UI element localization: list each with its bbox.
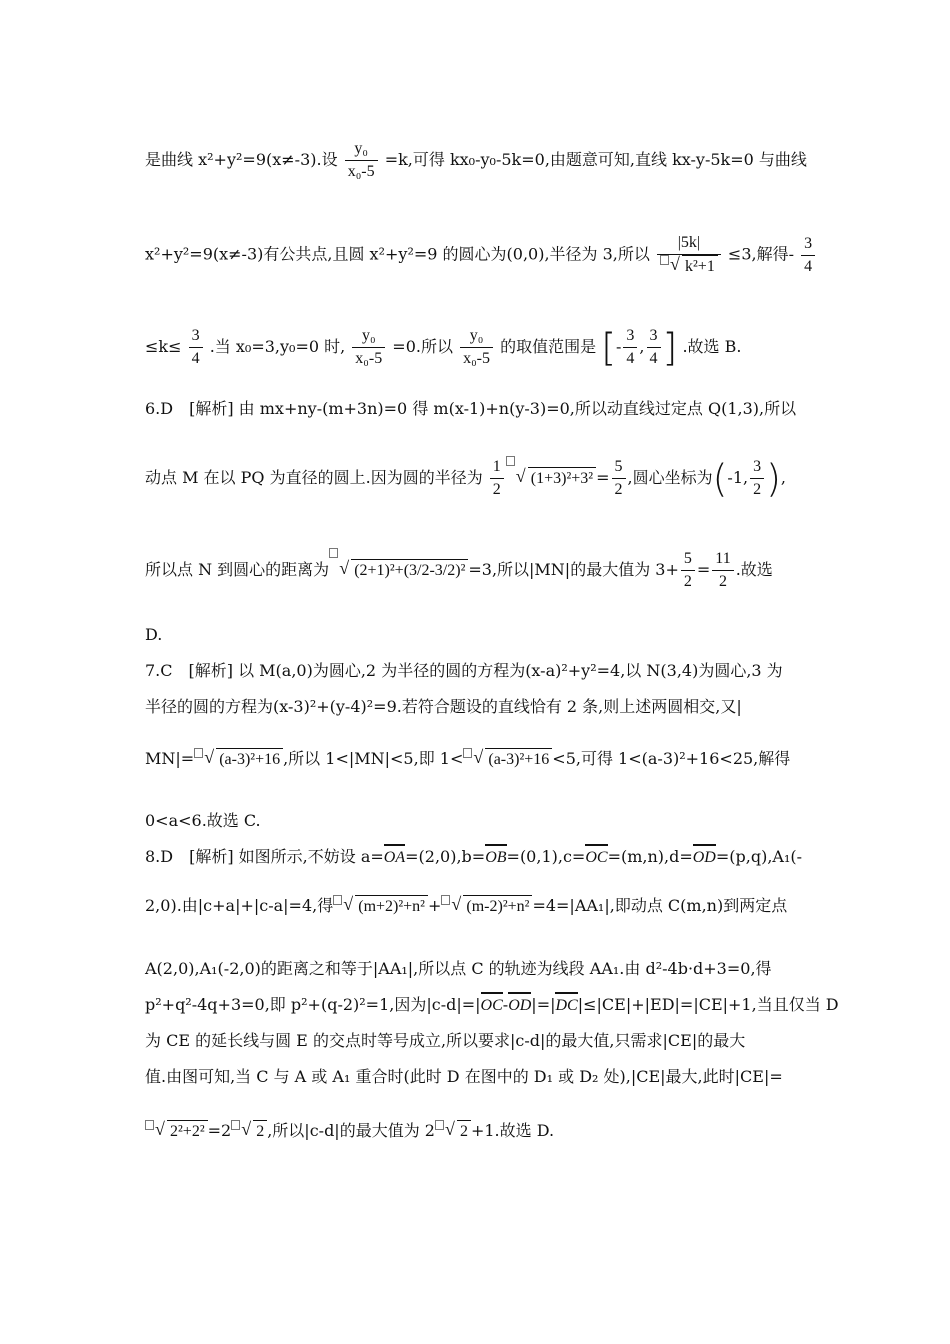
text: ,圆心坐标为 <box>627 468 713 487</box>
text: .故选 <box>735 560 773 579</box>
text: , <box>639 337 645 356</box>
placeholder-box-icon <box>435 1120 444 1130</box>
text: 8.D [解析] 如图所示,不妨设 a= <box>145 847 384 866</box>
text: =0.所以 <box>392 337 453 356</box>
fraction <box>657 232 721 278</box>
text: =k,可得 kx₀-y₀-5k=0,由题意可知,直线 kx-y-5k=0 与曲线 <box>384 150 807 169</box>
root: √ 2²+2² <box>167 1120 208 1143</box>
fraction <box>189 325 203 370</box>
text: 6.D [解析] 由 mx+ny-(m+3n)=0 得 m(x-1)+n(y-3)=0,所以动直线过定点 Q(1,3),所以 <box>145 399 797 418</box>
vector-oc: OC <box>585 847 607 869</box>
text: =(p,q),A₁(- <box>715 847 803 866</box>
line-13 <box>145 895 800 918</box>
text: - <box>616 337 622 356</box>
fraction <box>712 548 733 593</box>
root: √ (2+1)²+(3/2-3/2)² <box>351 559 468 582</box>
text: +1.故选 D. <box>470 1121 555 1140</box>
text: - <box>502 995 509 1014</box>
line-11 <box>145 810 800 832</box>
vector-od: OD <box>693 847 716 869</box>
fraction <box>801 233 815 278</box>
vector-oc: OC <box>481 995 503 1017</box>
line-2 <box>145 232 813 278</box>
placeholder-box-icon <box>441 895 450 905</box>
text: 值.由图可知,当 C 与 A 或 A₁ 重合时(此时 D 在图中的 D₁ 或 D₂ 处),|CE|最大,此时|CE|= <box>145 1067 783 1086</box>
root: √ (1+3)²+3² <box>528 467 596 490</box>
placeholder-box-icon <box>329 548 338 558</box>
left-bracket: [ <box>601 325 617 370</box>
denominator <box>657 255 721 278</box>
text: .故选 B. <box>682 337 742 356</box>
fraction <box>345 138 378 183</box>
fraction <box>460 325 493 370</box>
placeholder-box-icon <box>463 748 472 758</box>
denominator: 4 <box>649 350 658 367</box>
vector-oa: OA <box>384 847 405 869</box>
line-4 <box>145 398 800 420</box>
line-12 <box>145 846 803 869</box>
line-16 <box>145 1030 800 1052</box>
fraction <box>612 456 626 501</box>
text: |=| <box>531 995 556 1014</box>
fraction <box>623 325 637 370</box>
vector-dc: DC <box>555 995 577 1017</box>
root: √ (m-2)²+n² <box>463 895 532 918</box>
text: |≤|CE|+|ED|=|CE|+1,当且仅当 D <box>577 995 839 1014</box>
placeholder-box-icon <box>506 456 515 466</box>
text: 是曲线 <box>145 150 194 169</box>
denominator: 2 <box>492 481 501 498</box>
root: √ (a-3)²+16 <box>216 748 283 771</box>
line-8 <box>145 660 800 682</box>
line-5 <box>145 456 800 501</box>
text: ,所以|c-d|的最大值为 2 <box>267 1121 435 1140</box>
placeholder-box-icon <box>145 1120 154 1130</box>
line-18 <box>145 1120 800 1143</box>
text: ,所以 1<|MN|<5,即 1< <box>283 749 464 768</box>
text: -1, <box>727 468 749 487</box>
text: + <box>427 896 442 915</box>
text: 为 CE 的延长线与圆 E 的交点时等号成立,所以要求|c-d|的最大值,只需求|CE|的最大 <box>145 1031 746 1050</box>
vector-od: OD <box>508 995 531 1017</box>
text: 7.C [解析] 以 M(a,0)为圆心,2 为半径的圆的方程为(x-a)²+y²=4,以 N(3,4)为圆心,3 为 <box>145 661 783 680</box>
text: .当 x₀=3,y₀=0 时, <box>209 337 346 356</box>
text: , <box>780 468 787 487</box>
line-3 <box>145 325 800 370</box>
text: 半径的圆的方程为(x-3)²+(y-4)²=9.若符合题设的直线恰有 2 条,则上述两圆相交,又| <box>145 697 742 716</box>
numerator: 3 <box>189 325 203 348</box>
fraction <box>750 456 764 501</box>
text: =(m,n),d= <box>607 847 693 866</box>
numerator: 5 <box>612 456 626 479</box>
fraction <box>647 325 661 370</box>
numerator: 11 <box>712 548 733 571</box>
text: =(0,1),c= <box>506 847 586 866</box>
text: MN|= <box>145 749 195 768</box>
line-15 <box>145 994 839 1017</box>
text: ≤3,解得- <box>727 244 795 264</box>
placeholder-box-icon <box>333 895 342 905</box>
numerator: |5k| <box>657 232 721 255</box>
fraction <box>352 325 385 370</box>
line-6 <box>145 548 800 593</box>
denominator: 2 <box>718 573 727 590</box>
placeholder-box-icon <box>194 748 203 758</box>
text: A(2,0),A₁(-2,0)的距离之和等于|AA₁|,所以点 C 的轨迹为线段 AA₁.由 d²-4b·d+3=0,得 <box>145 959 772 978</box>
text: = <box>596 468 610 487</box>
denominator: x₀-5 <box>463 350 490 367</box>
right-bracket: ] <box>662 325 678 370</box>
denominator: 4 <box>626 350 635 367</box>
denominator: x₀-5 <box>355 350 383 367</box>
text: x²+y²=9(x≠-3)有公共点,且圆 x²+y²=9 的圆心为(0,0),半径为 3,所以 <box>145 244 650 264</box>
numerator: y₀ <box>352 325 385 348</box>
root: √ 2 <box>253 1120 267 1143</box>
text: =3,所以|MN|的最大值为 3+ <box>468 560 679 579</box>
placeholder-box-icon <box>231 1120 240 1130</box>
denominator: 4 <box>191 350 200 367</box>
numerator: 3 <box>623 325 637 348</box>
fraction <box>490 456 504 501</box>
left-paren: ( <box>712 456 728 501</box>
line-7 <box>145 624 800 646</box>
placeholder-box-icon <box>660 255 669 265</box>
denominator: 2 <box>614 481 623 498</box>
right-paren: ) <box>766 456 781 501</box>
line-17 <box>145 1066 800 1088</box>
fraction <box>681 548 695 593</box>
root: √ k²+1 <box>682 255 718 278</box>
root: √ (a-3)²+16 <box>485 748 552 771</box>
denominator: 4 <box>804 257 813 275</box>
numerator: y₀ <box>460 325 493 348</box>
vector-ob: OB <box>485 847 506 869</box>
text: p²+q²-4q+3=0,即 p²+(q-2)²=1,因为|c-d|=| <box>145 995 481 1014</box>
denominator: 2 <box>683 573 692 590</box>
text: 2,0).由|c+a|+|c-a|=4,得 <box>145 896 334 915</box>
numerator: 3 <box>750 456 764 479</box>
root: √ (m+2)²+n² <box>355 895 428 918</box>
text: =(2,0),b= <box>405 847 486 866</box>
numerator: y₀ <box>345 138 378 161</box>
line-14 <box>145 958 800 980</box>
line-10 <box>145 748 800 771</box>
numerator: 1 <box>490 456 504 479</box>
text: = <box>696 560 711 579</box>
text: D. <box>145 625 163 644</box>
denominator: 2 <box>753 481 762 498</box>
text: 所以点 N 到圆心的距离为 <box>145 560 330 579</box>
text: <5,可得 1<(a-3)²+16<25,解得 <box>552 749 791 768</box>
text: x²+y²=9(x≠-3).设 <box>198 150 338 169</box>
line-1 <box>145 138 807 183</box>
text: ≤k≤ <box>145 337 182 356</box>
denominator: x₀-5 <box>347 163 375 180</box>
text: 动点 M 在以 PQ 为直径的圆上.因为圆的半径为 <box>145 468 483 487</box>
root: √ 2 <box>457 1120 471 1143</box>
text: 的取值范围是 <box>500 337 597 356</box>
line-9 <box>145 696 800 718</box>
numerator: 3 <box>801 233 815 256</box>
numerator: 5 <box>681 548 695 571</box>
text: =2 <box>207 1121 232 1140</box>
text: =4=|AA₁|,即动点 C(m,n)到两定点 <box>532 896 788 915</box>
text: 0<a<6.故选 C. <box>145 811 261 830</box>
numerator: 3 <box>647 325 661 348</box>
